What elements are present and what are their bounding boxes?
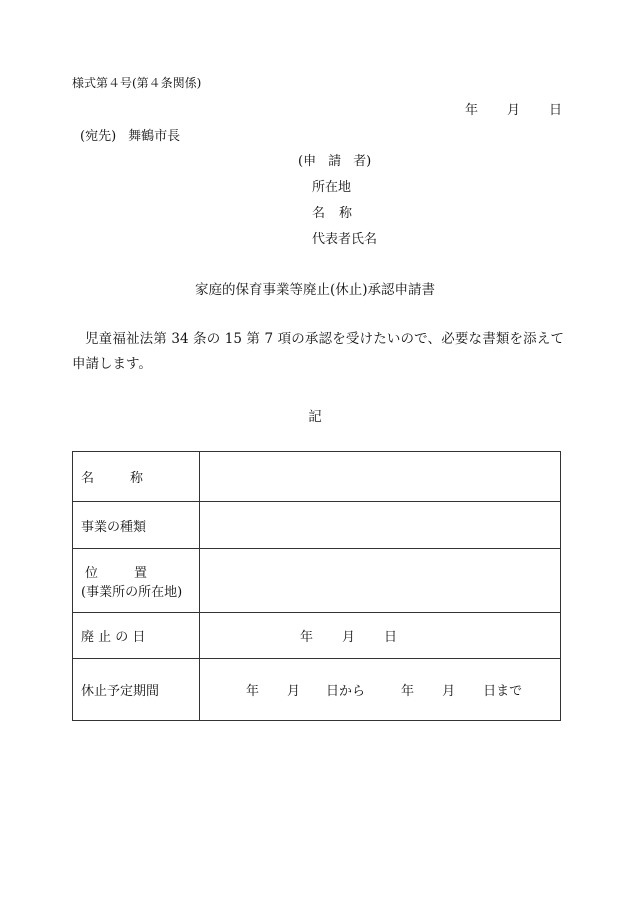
row-location-sublabel: (事業所の所在地) xyxy=(81,584,183,600)
addressee-name: 舞鶴市長 xyxy=(128,129,181,144)
table-row-location xyxy=(73,549,561,613)
date-month-label: 月 xyxy=(506,103,520,118)
row-name-char2: 称 xyxy=(130,471,144,486)
applicant-name-char1: 名 xyxy=(312,206,326,221)
table-row-abolition-date xyxy=(73,613,561,659)
suspension-start-day: 日から xyxy=(326,684,366,699)
table-row-business-type xyxy=(73,502,561,549)
applicant-representative-label: 代表者氏名 xyxy=(312,232,378,247)
row-abolition-date-label: 廃 止 の 日 xyxy=(73,613,200,659)
applicant-heading-close: 者) xyxy=(353,154,372,169)
row-business-type-value[interactable] xyxy=(200,502,561,549)
abolition-year: 年 xyxy=(300,630,314,645)
row-suspension-period-label: 休止予定期間 xyxy=(73,659,200,721)
submission-date xyxy=(465,99,562,118)
abolition-day: 日 xyxy=(384,630,398,645)
applicant-address-label: 所在地 xyxy=(312,180,352,195)
suspension-start-month: 月 xyxy=(287,684,301,699)
row-location-char1: 位 xyxy=(85,565,99,581)
row-location-char2: 置 xyxy=(134,565,148,581)
body-text xyxy=(72,327,564,377)
suspension-end-day: 日まで xyxy=(483,684,523,699)
suspension-start-year: 年 xyxy=(246,684,260,699)
row-abolition-date-value[interactable] xyxy=(200,613,561,659)
ki-heading: 記 xyxy=(308,409,322,425)
date-year-label: 年 xyxy=(464,103,478,118)
applicant-heading xyxy=(298,150,371,169)
row-name-char1: 名 xyxy=(81,471,95,486)
document-title: 家庭的保育事業等廃止(休止)承認申請書 xyxy=(194,282,436,298)
row-business-type-label: 事業の種類 xyxy=(73,502,200,549)
suspension-end-year: 年 xyxy=(401,684,415,699)
row-suspension-period-value[interactable] xyxy=(200,659,561,721)
detail-table xyxy=(72,451,561,721)
body-line-1: 児童福祉法第 34 条の 15 第 7 項の承認を受けたいので、必要な書類を添えて申請 xyxy=(72,331,564,372)
addressee xyxy=(80,125,180,144)
applicant-name-label xyxy=(312,202,352,221)
abolition-month: 月 xyxy=(342,630,356,645)
form-number: 様式第４号(第４条関係) xyxy=(72,76,202,90)
body-line-2: します。 xyxy=(99,356,152,372)
suspension-end-month: 月 xyxy=(442,684,456,699)
row-location-value[interactable] xyxy=(200,549,561,613)
table-row-suspension-period xyxy=(73,659,561,721)
applicant-heading-mid: 請 xyxy=(328,154,342,169)
applicant-name-char2: 称 xyxy=(339,206,353,221)
row-name-label xyxy=(73,452,200,502)
row-location-label xyxy=(73,549,200,613)
addressee-label: (宛先) xyxy=(80,129,117,144)
date-day-label: 日 xyxy=(548,103,562,118)
applicant-heading-open: (申 xyxy=(298,154,317,169)
row-name-value[interactable] xyxy=(200,452,561,502)
table-row-name xyxy=(73,452,561,502)
